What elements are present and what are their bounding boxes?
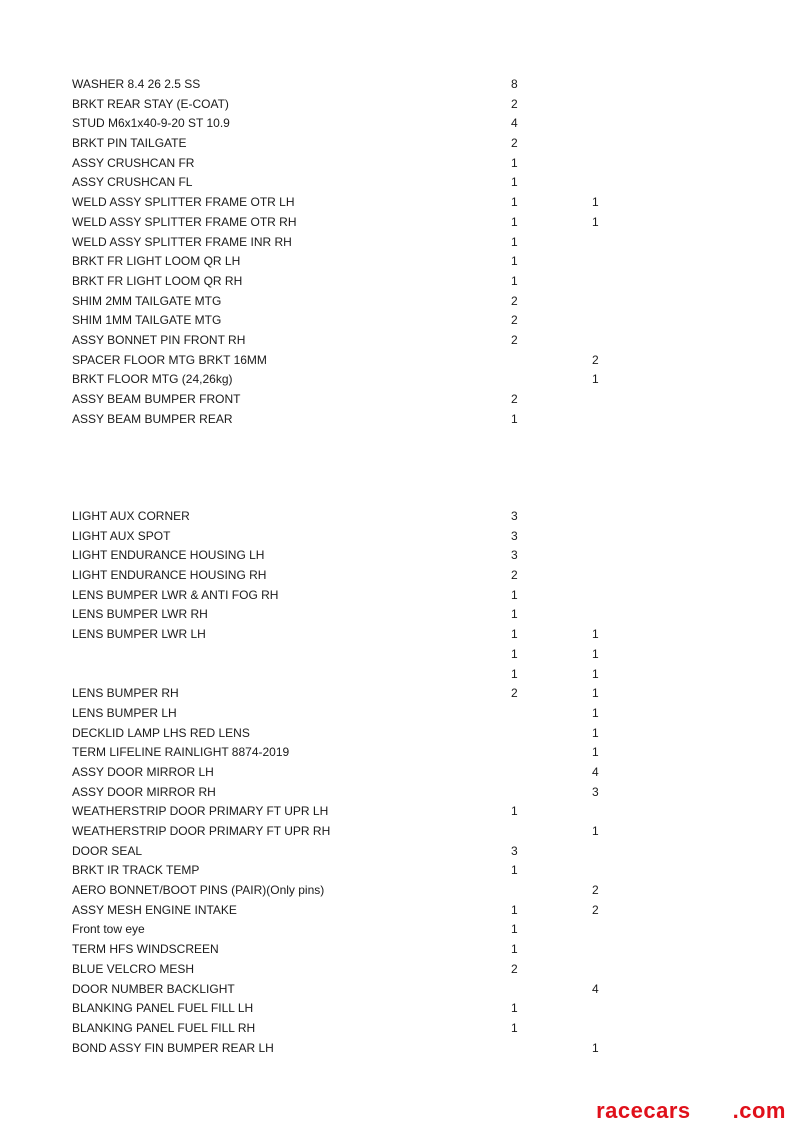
table-row [0, 724, 806, 744]
table-row [0, 173, 806, 193]
table-row [0, 351, 806, 371]
quantity-col-1: 3 [511, 509, 518, 523]
part-description: LENS BUMPER LWR RH [72, 607, 208, 622]
part-description: STUD M6x1x40-9-20 ST 10.9 [72, 116, 230, 131]
quantity-col-2: 1 [592, 686, 599, 701]
part-description: BRKT FLOOR MTG (24,26kg) [72, 372, 233, 387]
quantity-col-2: 1 [592, 666, 599, 681]
quantity-col-2: 4 [592, 981, 599, 996]
table-row [0, 665, 806, 685]
table-row [0, 95, 806, 115]
quantity-col-1: 1 [511, 254, 518, 269]
quantity-col-1: 2 [511, 961, 518, 976]
table-row [0, 901, 806, 921]
table-row [0, 605, 806, 625]
table-row [0, 960, 806, 980]
quantity-col-1: 1 [511, 902, 518, 917]
quantity-col-2: 4 [592, 764, 599, 779]
table-row [0, 213, 806, 233]
table-row [0, 1019, 806, 1039]
part-description: BLANKING PANEL FUEL FILL RH [72, 1020, 256, 1035]
quantity-col-1: 2 [511, 313, 518, 328]
quantity-col-2: 1 [592, 195, 599, 210]
table-row [0, 292, 806, 312]
part-description: WELD ASSY SPLITTER FRAME OTR RH [72, 214, 297, 229]
quantity-col-1: 1 [511, 646, 518, 661]
quantity-col-1: 1 [511, 863, 518, 878]
part-description: ASSY CRUSHCAN FL [72, 175, 193, 190]
part-description: Front tow eye [72, 922, 145, 937]
table-row [0, 272, 806, 292]
part-description: BRKT FR LIGHT LOOM QR LH [72, 254, 241, 269]
part-description: ASSY CRUSHCAN FR [72, 155, 195, 170]
quantity-col-1: 1 [511, 804, 518, 819]
quantity-col-1: 2 [511, 136, 518, 151]
quantity-col-1: 2 [511, 568, 518, 583]
table-row [0, 75, 806, 95]
table-row [0, 822, 806, 842]
table-row [0, 704, 806, 724]
quantity-col-2: 1 [592, 627, 599, 642]
table-row [0, 527, 806, 547]
quantity-col-1: 1 [511, 411, 518, 426]
table-row [0, 331, 806, 351]
quantity-col-1: 1 [511, 1020, 518, 1035]
quantity-col-1: 1 [511, 942, 518, 957]
part-description: SHIM 2MM TAILGATE MTG [72, 293, 222, 308]
table-row [0, 920, 806, 940]
watermark-logo [596, 1098, 786, 1124]
table-row [0, 114, 806, 134]
part-description: LIGHT ENDURANCE HOUSING RH [72, 568, 267, 583]
part-description: BRKT IR TRACK TEMP [72, 863, 200, 878]
quantity-col-2: 2 [592, 883, 599, 898]
table-row [0, 999, 806, 1019]
quantity-col-1: 1 [511, 155, 518, 170]
table-row [0, 802, 806, 822]
part-description: LIGHT AUX CORNER [72, 509, 190, 523]
table-row [0, 940, 806, 960]
quantity-col-1: 8 [511, 77, 518, 91]
quantity-col-1: 2 [511, 332, 518, 347]
part-description: LENS BUMPER LWR LH [72, 627, 206, 642]
table-row [0, 586, 806, 606]
quantity-col-1: 2 [511, 392, 518, 406]
part-description: TERM LIFELINE RAINLIGHT 8874-2019 [72, 745, 290, 760]
table-row [0, 134, 806, 154]
table-row [0, 763, 806, 783]
parts-table-section-b [0, 507, 806, 1058]
table-row [0, 684, 806, 704]
table-row [0, 881, 806, 901]
part-description: LIGHT ENDURANCE HOUSING LH [72, 548, 265, 563]
quantity-col-1: 1 [511, 627, 518, 642]
quantity-col-2: 2 [592, 902, 599, 917]
part-description: DOOR NUMBER BACKLIGHT [72, 981, 235, 996]
part-description: LENS BUMPER RH [72, 686, 179, 701]
table-row [0, 1039, 806, 1059]
quantity-col-2: 1 [592, 1040, 599, 1055]
quantity-col-2: 1 [592, 646, 599, 661]
table-row [0, 154, 806, 174]
table-row [0, 252, 806, 272]
quantity-col-1: 1 [511, 922, 518, 937]
part-description: DOOR SEAL [72, 843, 143, 858]
quantity-col-1: 3 [511, 528, 518, 543]
part-description: ASSY DOOR MIRROR RH [72, 784, 216, 799]
quantity-col-1: 1 [511, 273, 518, 288]
part-description: WASHER 8.4 26 2.5 SS [72, 77, 201, 91]
table-row [0, 980, 806, 1000]
part-description: WEATHERSTRIP DOOR PRIMARY FT UPR RH [72, 824, 331, 838]
quantity-col-2: 2 [592, 352, 599, 367]
quantity-col-2: 1 [592, 214, 599, 229]
part-description: WEATHERSTRIP DOOR PRIMARY FT UPR LH [72, 804, 329, 819]
part-description: BLUE VELCRO MESH [72, 961, 195, 976]
part-description: BOND ASSY FIN BUMPER REAR LH [72, 1040, 274, 1055]
quantity-col-1: 1 [511, 607, 518, 622]
table-row [0, 861, 806, 881]
part-description: LENS BUMPER LWR & ANTI FOG RH [72, 587, 279, 602]
part-description: ASSY MESH ENGINE INTAKE [72, 902, 237, 917]
part-description: ASSY BEAM BUMPER FRONT [72, 392, 241, 406]
quantity-col-1: 3 [511, 548, 518, 563]
quantity-col-2: 1 [592, 372, 599, 387]
quantity-col-1: 1 [511, 195, 518, 210]
quantity-col-1: 1 [511, 214, 518, 229]
quantity-col-1: 1 [511, 1001, 518, 1016]
part-description: ASSY BEAM BUMPER REAR [72, 411, 233, 426]
part-description: ASSY BONNET PIN FRONT RH [72, 332, 246, 347]
quantity-col-1: 3 [511, 843, 518, 858]
quantity-col-1: 1 [511, 666, 518, 681]
part-description: LIGHT AUX SPOT [72, 528, 171, 543]
table-row [0, 546, 806, 566]
table-row [0, 311, 806, 331]
part-description: BRKT REAR STAY (E-COAT) [72, 96, 229, 111]
quantity-col-1: 2 [511, 686, 518, 701]
table-row [0, 566, 806, 586]
quantity-col-1: 1 [511, 587, 518, 602]
parts-table-section-a [0, 75, 806, 429]
watermark-part1: racecars [596, 1098, 691, 1123]
part-description: LENS BUMPER LH [72, 705, 177, 720]
part-description: BRKT FR LIGHT LOOM QR RH [72, 273, 243, 288]
part-description: TERM HFS WINDSCREEN [72, 942, 219, 957]
quantity-col-2: 3 [592, 784, 599, 799]
table-row [0, 783, 806, 803]
quantity-col-2: 1 [592, 705, 599, 720]
quantity-col-2: 1 [592, 745, 599, 760]
part-description: AERO BONNET/BOOT PINS (PAIR)(Only pins) [72, 883, 325, 898]
table-row [0, 645, 806, 665]
part-description: SHIM 1MM TAILGATE MTG [72, 313, 222, 328]
table-row [0, 507, 806, 527]
part-description: SPACER FLOOR MTG BRKT 16MM [72, 352, 267, 367]
table-row [0, 410, 806, 430]
part-description: BLANKING PANEL FUEL FILL LH [72, 1001, 254, 1016]
part-description: WELD ASSY SPLITTER FRAME OTR LH [72, 195, 295, 210]
part-description: BRKT PIN TAILGATE [72, 136, 187, 151]
table-row [0, 625, 806, 645]
part-description: WELD ASSY SPLITTER FRAME INR RH [72, 234, 292, 249]
table-row [0, 193, 806, 213]
quantity-col-2: 1 [592, 824, 599, 838]
part-description: ASSY DOOR MIRROR LH [72, 764, 214, 779]
table-row [0, 390, 806, 410]
quantity-col-1: 2 [511, 293, 518, 308]
table-row [0, 743, 806, 763]
watermark-part2: .com [732, 1098, 786, 1123]
quantity-col-1: 1 [511, 175, 518, 190]
table-row [0, 370, 806, 390]
part-description: DECKLID LAMP LHS RED LENS [72, 725, 250, 740]
quantity-col-1: 1 [511, 234, 518, 249]
quantity-col-1: 2 [511, 96, 518, 111]
quantity-col-1: 4 [511, 116, 518, 131]
table-row [0, 233, 806, 253]
quantity-col-2: 1 [592, 725, 599, 740]
table-row [0, 842, 806, 862]
